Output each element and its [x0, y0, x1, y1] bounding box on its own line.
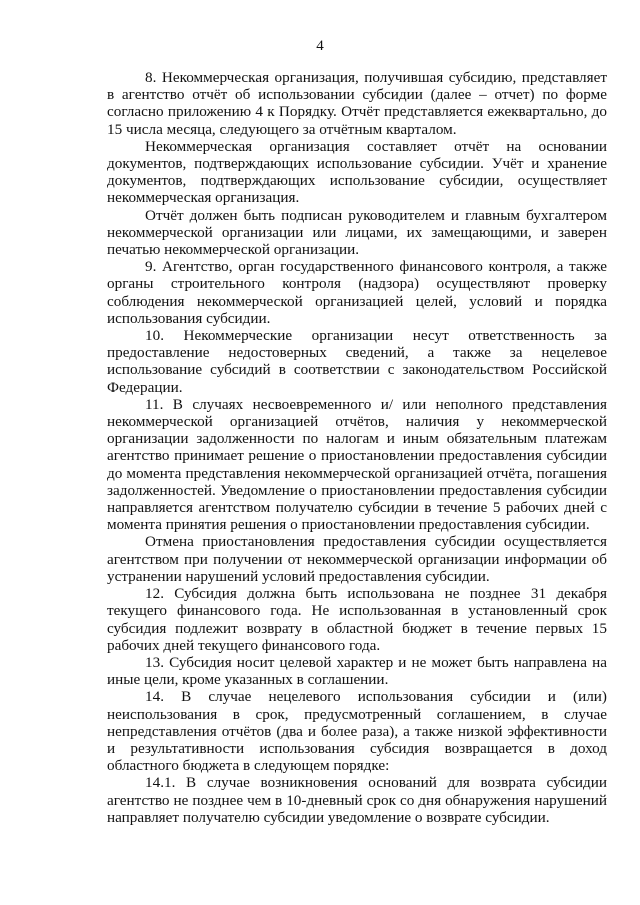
- paragraph-13-purpose: 13. Субсидия носит целевой характер и не может быть направлена на иные цели, кроме указанных в соглашении.: [107, 653, 607, 689]
- paragraph-10-responsibility: 10. Некоммерческие организации несут ответственность за предоставление недостоверных сведений, а также за нецелевое использование субсидий в соответствии с законодательством Российской Федерации.: [107, 327, 607, 396]
- paragraph-8-report: 8. Некоммерческая организация, получившая субсидию, представляет в агентство отчёт об использовании субсидии (далее – отчет) по форме согласно приложению 4 к Порядку. Отчёт представляется ежеквартально, до 15 числа месяца, следующего за отчётным кварталом.: [107, 69, 607, 138]
- page-number: 4: [316, 38, 324, 54]
- paragraph-14-return: 14. В случае нецелевого использования субсидии и (или) неиспользования в срок, предусмотренный соглашением, в случае непредставления отчётов (два и более раза), а также низкой эффективности и результативности использования субсидия возвращается в доход областного бюджета в следующем порядке:: [107, 688, 607, 775]
- paragraph-9-control: 9. Агентство, орган государственного финансового контроля, а также органы строительного контроля (надзора) осуществляют проверку соблюдения некоммерческой организацией целей, условий и порядка использования субсидии.: [107, 258, 607, 327]
- paragraph-report-signature: Отчёт должен быть подписан руководителем и главным бухгалтером некоммерческой организации или лицами, их замещающими, и заверен печатью некоммерческой организации.: [107, 206, 607, 259]
- paragraph-11-suspension: 11. В случаях несвоевременного и/ или неполного представления некоммерческой организацией отчётов, наличия у некоммерческой организации задолженности по налогам и иным обязательным платежам агентство принимает решение о приостановлении предоставления субсидии до момента представления некоммерческой организацией отчёта, погашения задолженностей. Уведомление о приостановлении предоставления субсидии направляется агентством получателю субсидии в течение 5 рабочих дней с момента принятия решения о приостановлении предоставления субсидии.: [107, 395, 607, 534]
- paragraph-report-basis: Некоммерческая организация составляет отчёт на основании документов, подтверждающих использование субсидии. Учёт и хранение документов, подтверждающих использование субсидии, осуществляет некоммерческая организация.: [107, 137, 607, 207]
- paragraph-suspension-cancel: Отмена приостановления предоставления субсидии осуществляется агентством при получении от некоммерческой организации информации об устранении нарушений условий предоставления субсидии.: [107, 533, 607, 585]
- paragraph-12-deadline: 12. Субсидия должна быть использована не позднее 31 декабря текущего финансового года. Не использованная в установленный срок субсидия подлежит возврату в областной бюджет в течение первых 15 рабочих дней текущего финансового года.: [107, 585, 607, 654]
- document-body: [107, 69, 607, 826]
- paragraph-14-1-notice: 14.1. В случае возникновения оснований для возврата субсидии агентство не позднее чем в 10-дневный срок со дня обнаружения нарушений направляет получателю субсидии уведомление о возврате субсидии.: [107, 774, 607, 826]
